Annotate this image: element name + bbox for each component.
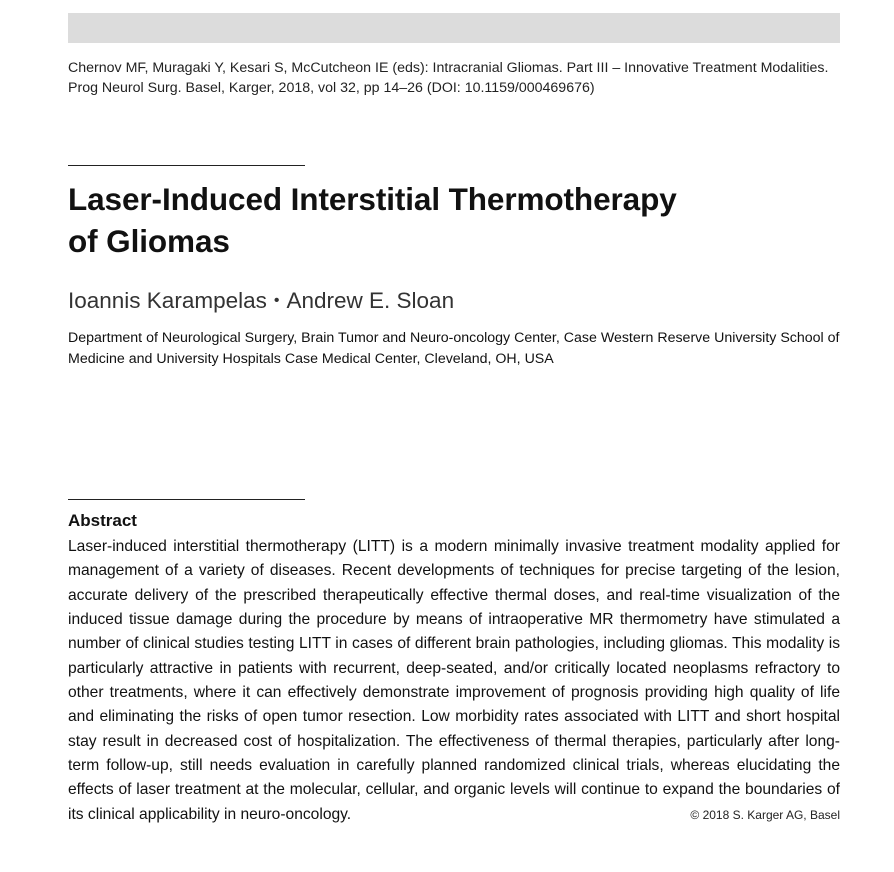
copyright-notice: © 2018 S. Karger AG, Basel <box>690 807 840 822</box>
author-separator: • <box>273 292 280 309</box>
abstract-body <box>68 535 840 827</box>
abstract-rule <box>68 499 305 500</box>
author-list <box>68 286 454 316</box>
header-band <box>68 13 840 43</box>
affiliation: Department of Neurological Surgery, Brain Tumor and Neuro-oncology Center, Case Western Reserve University School of Medicine and University Hospitals Case Medical Center, Cleveland, OH, USA <box>68 330 840 367</box>
abstract-text: Laser-induced interstitial thermotherapy (LITT) is a modern minimally invasive treatment modality applied for management of a variety of diseases. Recent developments of techniques for precise targeting of the lesion, accurate delivery of the prescribed therapeutically effective thermal doses, and real-time visualization of the induced tissue damage during the procedure by means of intraoperative MR thermometry have stimulated a number of clinical studies testing LITT in cases of different brain pathologies, including gliomas. This modality is particularly attractive in patients with recurrent, deep-seated, and/or critically located neoplasms refractory to other treatments, where it can effectively demonstrate improvement of prognosis providing high quality of life and eliminating the risks of open tumor resection. Low morbidity rates associated with LITT and short hospital stay result in decreased cost of hospitalization. The effectiveness of thermal therapies, particularly after long-term follow-up, still needs evaluation in carefully planned randomized clinical trials, whereas elucidating the effects of laser treatment at the molecular, cellular, and organic levels will continue to expand the boundaries of its clinical applicability in neuro-oncology. <box>68 538 840 823</box>
author-name: Ioannis Karampelas <box>68 288 267 313</box>
title-line-2: of Gliomas <box>68 223 230 259</box>
article-title <box>68 178 848 262</box>
abstract-heading: Abstract <box>68 511 137 530</box>
author-name: Andrew E. Sloan <box>286 288 455 313</box>
title-line-1: Laser-Induced Interstitial Thermotherapy <box>68 181 677 217</box>
citation: Chernov MF, Muragaki Y, Kesari S, McCutcheon IE (eds): Intracranial Gliomas. Part III – Innovative Treatment Modalities. Prog Neurol Surg. Basel, Karger, 2018, vol 32, pp 14–26 (DOI: 10.1159/000469676) <box>68 60 829 96</box>
title-rule <box>68 165 305 166</box>
